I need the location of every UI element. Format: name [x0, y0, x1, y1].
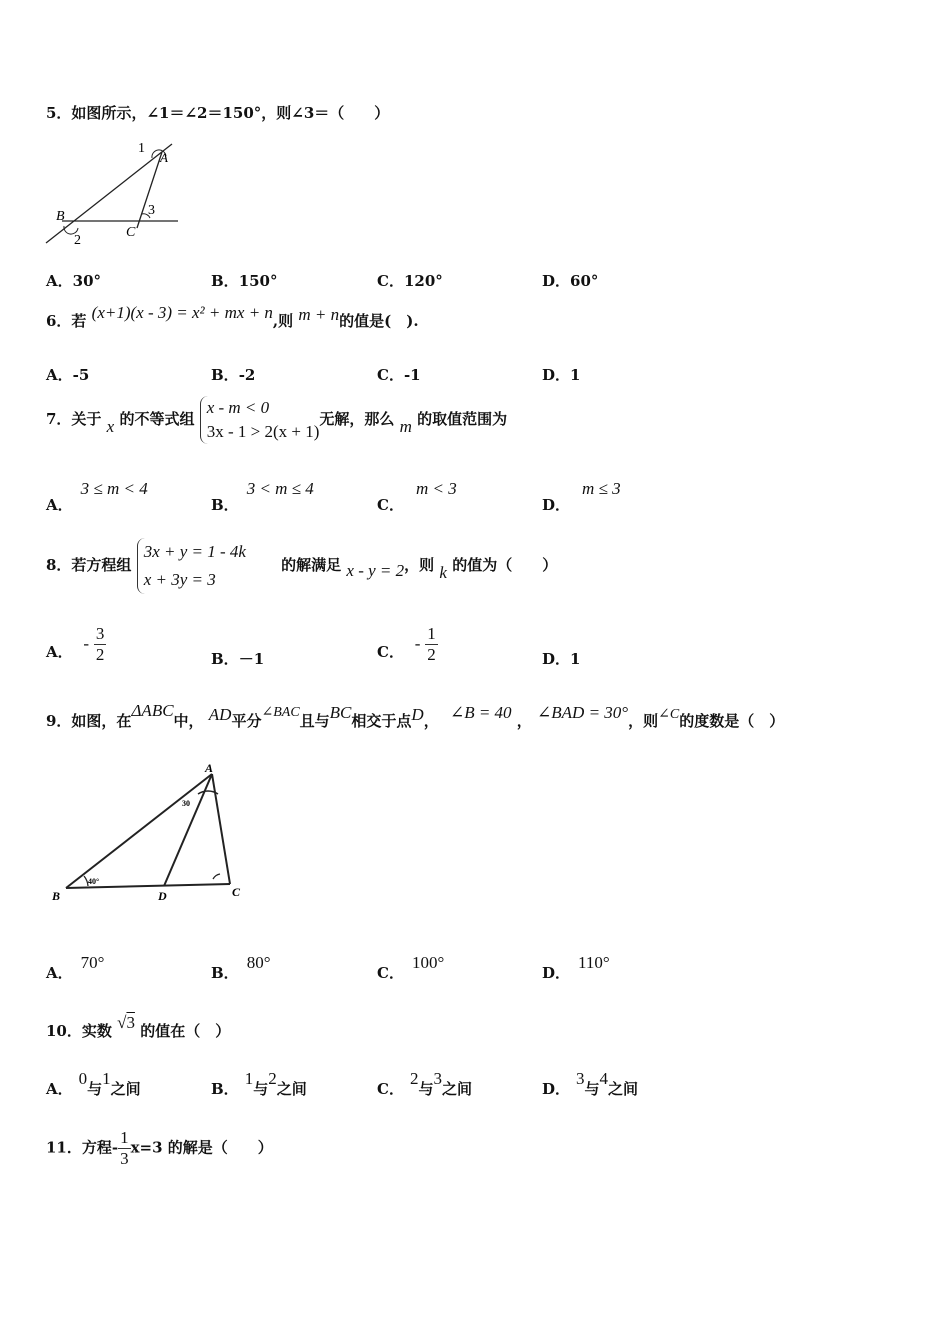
q7-inequality-system: x - m < 0 3x - 1 > 2(x + 1) [200, 396, 320, 444]
q9-label-30: 30 [182, 799, 190, 808]
q8-equation-system: 3x + y = 1 - 4k x + 3y = 3 [137, 538, 246, 594]
q5-label-C: C [126, 225, 136, 240]
q6-stem: 6．若 (x+1)(x - 3) = x² + mx + n,则 m + n的值是( ). [46, 303, 419, 330]
q8-var-k: k [439, 563, 447, 582]
q9-label-B: B [52, 889, 61, 903]
q10-sqrt: √3 [117, 1013, 135, 1032]
q10-stem: 10．实数 √3 的值在（ ） [46, 1013, 231, 1040]
q5-label-2: 2 [74, 233, 81, 248]
q6-option-d[interactable]: D．1 [542, 366, 581, 384]
q9-label-D: D [158, 889, 167, 903]
q8-option-d[interactable]: D．1 [542, 650, 581, 668]
q9-option-a[interactable]: A．70° [46, 953, 105, 982]
q7-option-c[interactable]: C．m < 3 [377, 479, 457, 514]
q5-option-d[interactable]: D．60° [542, 272, 599, 290]
q10-option-c[interactable]: C．2与3之间 [377, 1069, 472, 1098]
q8-stem: 8．若方程组 3x + y = 1 - 4k x + 3y = 3 的解满足 x - y = 2，则 k 的值为（ ） [46, 538, 557, 594]
q6-option-b[interactable]: B．-2 [211, 366, 256, 384]
q11-fraction: $\frac{1}{3}$ [120, 1128, 129, 1168]
q9-option-d[interactable]: D．110° [542, 953, 610, 982]
q8-option-b[interactable]: B．－1 [211, 650, 265, 668]
q5-stem: 5．如图所示，∠1＝∠2＝150°，则∠3＝（ ） [46, 104, 390, 122]
q5-figure [42, 136, 182, 248]
q9-label-C: C [232, 885, 241, 899]
q8-option-a[interactable]: A． - $\frac{3}{2}$ [46, 624, 105, 664]
q9-stem: 9．如图，在ΔABC中， AD平分∠BAC且与BC相交于点D， ∠B = 40 ， ∠BAD = 30°，则∠C的度数是（ ） [46, 701, 785, 730]
q8-condition: x - y = 2 [346, 561, 405, 580]
q7-option-d[interactable]: D．m ≤ 3 [542, 479, 621, 514]
q5-option-b[interactable]: B．150° [211, 272, 278, 290]
q9-option-c[interactable]: C．100° [377, 953, 445, 982]
q7-var-m: m [399, 417, 412, 436]
q9-option-b[interactable]: B．80° [211, 953, 271, 982]
q6-option-c[interactable]: C．-1 [377, 366, 421, 384]
q6-option-a[interactable]: A．-5 [46, 366, 90, 384]
q5-label-B: B [56, 209, 65, 224]
q6-mn: m + n [298, 305, 340, 324]
q5-label-A: A [160, 150, 168, 165]
q5-option-c[interactable]: C．120° [377, 272, 443, 290]
q9-label-40: 40° [88, 877, 100, 886]
q5-label-1: 1 [138, 141, 145, 156]
q8-option-c[interactable]: C． - $\frac{1}{2}$ [377, 624, 436, 664]
q5-option-a[interactable]: A．30° [46, 272, 102, 290]
q9-label-A: A [205, 761, 214, 775]
q10-option-d[interactable]: D．3与4之间 [542, 1069, 639, 1098]
q6-expression: (x+1)(x - 3) = x² + mx + n [91, 303, 273, 322]
q7-stem: 7．关于 x 的不等式组 x - m < 0 3x - 1 > 2(x + 1) 无解，那么 m 的取值范围为 [46, 396, 507, 444]
q10-option-a[interactable]: A．0与1之间 [46, 1069, 141, 1098]
q9-figure [48, 760, 258, 910]
q7-var-x: x [106, 417, 115, 436]
q7-option-a[interactable]: A．3 ≤ m < 4 [46, 479, 148, 514]
q10-option-b[interactable]: B．1与2之间 [211, 1069, 307, 1098]
q7-option-b[interactable]: B．3 < m ≤ 4 [211, 479, 314, 514]
q11-stem: 11．方程- $\frac{1}{3}$ x=3 的解是（ ） [46, 1128, 273, 1168]
q5-label-3: 3 [148, 203, 155, 218]
